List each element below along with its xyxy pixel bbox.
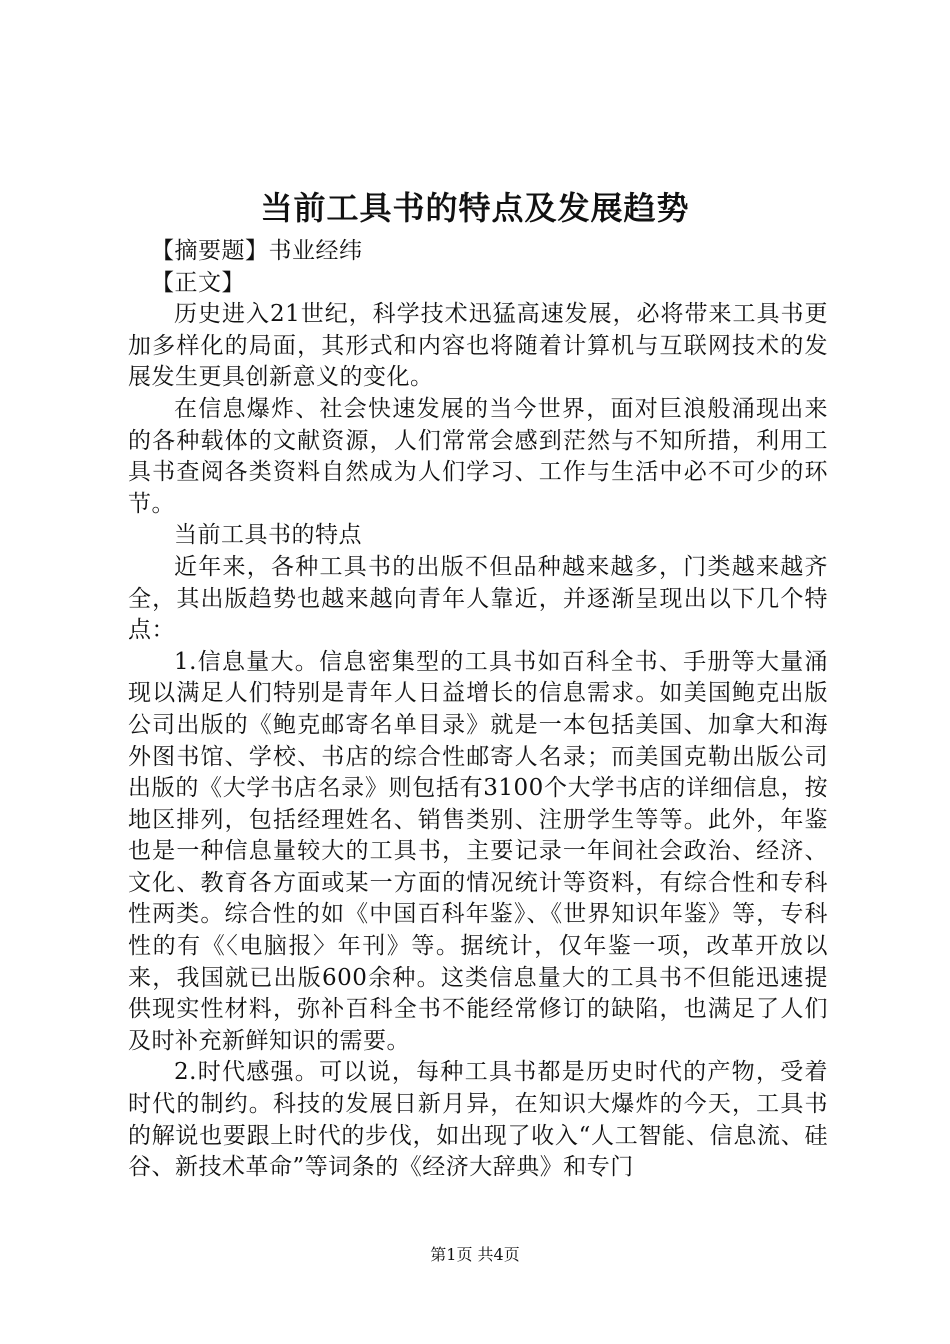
section-heading: 当前工具书的特点 (174, 522, 362, 549)
paragraph: 2.时代感强。可以说，每种工具书都是历史时代的产物，受着时代的制约。科技的发展日新月异，在知识大爆炸的今天，工具书的解说也要跟上时代的步伐，如出现了收入“人工智能、信息流、硅谷、新技术革命”等词条的《经济大辞典》和专门 (128, 1059, 828, 1181)
body-label: 【正文】 (151, 269, 245, 296)
document-body (128, 236, 828, 1184)
paragraph: 近年来，各种工具书的出版不但品种越来越多，门类越来越齐全，其出版趋势也越来越向青年人靠近，并逐渐呈现出以下几个特点： (128, 553, 828, 644)
paragraph: 1.信息量大。信息密集型的工具书如百科全书、手册等大量涌现以满足人们特别是青年人日益增长的信息需求。如美国鲍克出版公司出版的《鲍克邮寄名单目录》就是一本包括美国、加拿大和海外图书馆、学校、书店的综合性邮寄人名录；而美国克勒出版公司出版的《大学书店名录》则包括有3100个大学书店的详细信息，按地区排列，包括经理姓名、销售类别、注册学生等等。此外，年鉴也是一种信息量较大的工具书，主要记录一年间社会政治、经济、文化、教育各方面或某一方面的情况统计等资料，有综合性和专科性两类。综合性的如《中国百科年鉴》、《世界知识年鉴》等，专科性的有《〈电脑报〉年刊》等。据统计，仅年鉴一项，改革开放以来，我国就已出版600余种。这类信息量大的工具书不但能迅速提供现实性材料，弥补百科全书不能经常修订的缺陷，也满足了人们及时补充新鲜知识的需要。 (128, 648, 828, 1054)
paragraph: 历史进入21世纪，科学技术迅猛高速发展，必将带来工具书更加多样化的局面，其形式和内容也将随着计算机与互联网技术的发展发生更具创新意义的变化。 (128, 301, 828, 391)
document-title: 当前工具书的特点及发展趋势 (260, 189, 690, 227)
page-footer: 第1页 共4页 (430, 1245, 520, 1264)
paragraph: 在信息爆炸、社会快速发展的当今世界，面对巨浪般涌现出来的各种载体的文献资源，人们常常会感到茫然与不知所措，利用工具书查阅各类资料自然成为人们学习、工作与生活中必不可少的环节。 (128, 395, 828, 517)
abstract-line: 【摘要题】书业经纬 (151, 238, 363, 264)
